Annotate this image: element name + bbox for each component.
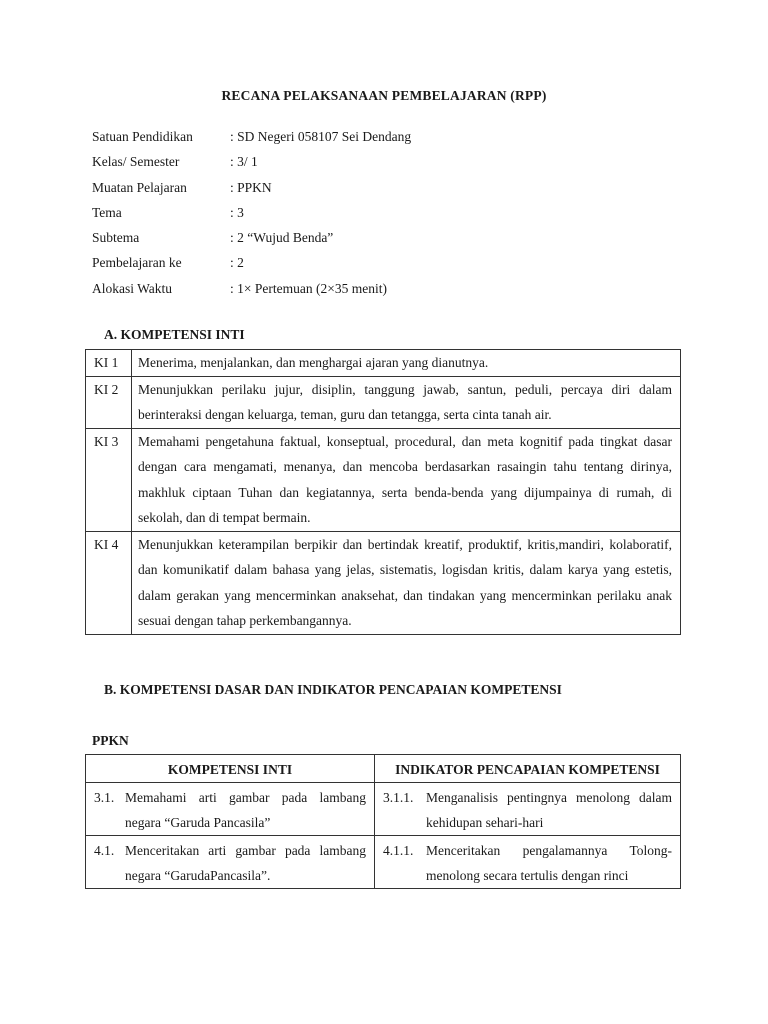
identity-value: : 2 “Wujud Benda” (230, 230, 334, 246)
identity-value: : 1× Pertemuan (2×35 menit) (230, 280, 387, 296)
indicator-text: Menceritakan pengalamannya Tolong-menolong secara tertulis dengan rinci (426, 843, 672, 883)
identity-row (92, 250, 411, 275)
kd-number: 4.1. (94, 843, 115, 858)
section-b-heading: B. KOMPETENSI DASAR DAN INDIKATOR PENCAPAIAN KOMPETENSI (104, 682, 562, 697)
identity-value: : 3 (230, 204, 244, 220)
identity-row (92, 175, 411, 200)
indicator-number: 4.1.1. (383, 843, 414, 858)
identity-row (92, 124, 411, 149)
identity-label: Muatan Pelajaran (92, 179, 187, 195)
identity-row (92, 149, 411, 174)
ki-code: KI 4 (86, 531, 132, 634)
identity-row (92, 200, 411, 225)
kd-cell (86, 836, 375, 889)
ki-text: Menunjukkan perilaku jujur, disiplin, tanggung jawab, santun, peduli, percaya diri dalam berinteraksi dengan keluarga, teman, guru dan tetangga, serta cinta tanah air. (132, 376, 681, 428)
kd-number: 3.1. (94, 790, 115, 805)
ki-code: KI 1 (86, 350, 132, 377)
identity-block (92, 124, 411, 301)
identity-label: Pembelajaran ke (92, 255, 182, 271)
table-header-row (86, 755, 681, 783)
identity-value: : 2 (230, 255, 244, 271)
table-row (86, 376, 681, 428)
identity-label: Tema (92, 204, 122, 220)
table-row (86, 783, 681, 836)
identity-value: : 3/ 1 (230, 154, 258, 170)
indicator-text: Menganalisis pentingnya menolong dalam kehidupan sehari-hari (426, 790, 672, 830)
document-title: RECANA PELAKSANAAN PEMBELAJARAN (RPP) (221, 88, 547, 103)
kd-text: Menceritakan arti gambar pada lambang negara “GarudaPancasila”. (125, 843, 366, 883)
kd-cell (86, 783, 375, 836)
ki-code: KI 2 (86, 376, 132, 428)
ki-text: Menerima, menjalankan, dan menghargai ajaran yang dianutnya. (132, 350, 681, 377)
ki-text: Menunjukkan keterampilan berpikir dan bertindak kreatif, produktif, kritis,mandiri, kolaboratif, dan komunikatif dalam bahasa yang jelas, sistematis, logisdan kritis, dalam karya yang estetis, dalam gerakan yang mencerminkan anaksehat, dan tindakan yang mencerminkan perilaku anak sesuai dengan tahap perkembangannya. (132, 531, 681, 634)
kompetensi-dasar-table (85, 754, 681, 889)
kompetensi-inti-table (85, 349, 681, 635)
table-row (86, 836, 681, 889)
table-row (86, 428, 681, 531)
table-row (86, 531, 681, 634)
identity-value: : PPKN (230, 179, 272, 195)
ki-text: Memahami pengetahuna faktual, konseptual, procedural, dan meta kognitif pada tingkat dasar dengan cara mengamati, menanya, dan mencoba berdasarkan rasaingin tahu tentang dirinya, makhluk ciptaan Tuhan dan kegiatannya, serta benda-benda yang dijumpainya di rumah, di sekolah, dan di tempat bermain. (132, 428, 681, 531)
indicator-cell (375, 836, 681, 889)
identity-label: Kelas/ Semester (92, 154, 180, 170)
indicator-number: 3.1.1. (383, 790, 414, 805)
table-row (86, 350, 681, 377)
indicator-cell (375, 783, 681, 836)
column-header-indikator: INDIKATOR PENCAPAIAN KOMPETENSI (375, 755, 681, 783)
identity-row (92, 225, 411, 250)
identity-value: : SD Negeri 058107 Sei Dendang (230, 129, 412, 144)
identity-label: Satuan Pendidikan (92, 129, 193, 144)
identity-label: Subtema (92, 230, 140, 246)
identity-label: Alokasi Waktu (92, 280, 173, 296)
column-header-kompetensi-inti: KOMPETENSI INTI (86, 755, 375, 783)
identity-row (92, 276, 411, 301)
subject-heading: PPKN (92, 733, 129, 748)
ki-code: KI 3 (86, 428, 132, 531)
section-a-heading: A. KOMPETENSI INTI (104, 327, 245, 342)
kd-text: Memahami arti gambar pada lambang negara “Garuda Pancasila” (125, 790, 366, 830)
